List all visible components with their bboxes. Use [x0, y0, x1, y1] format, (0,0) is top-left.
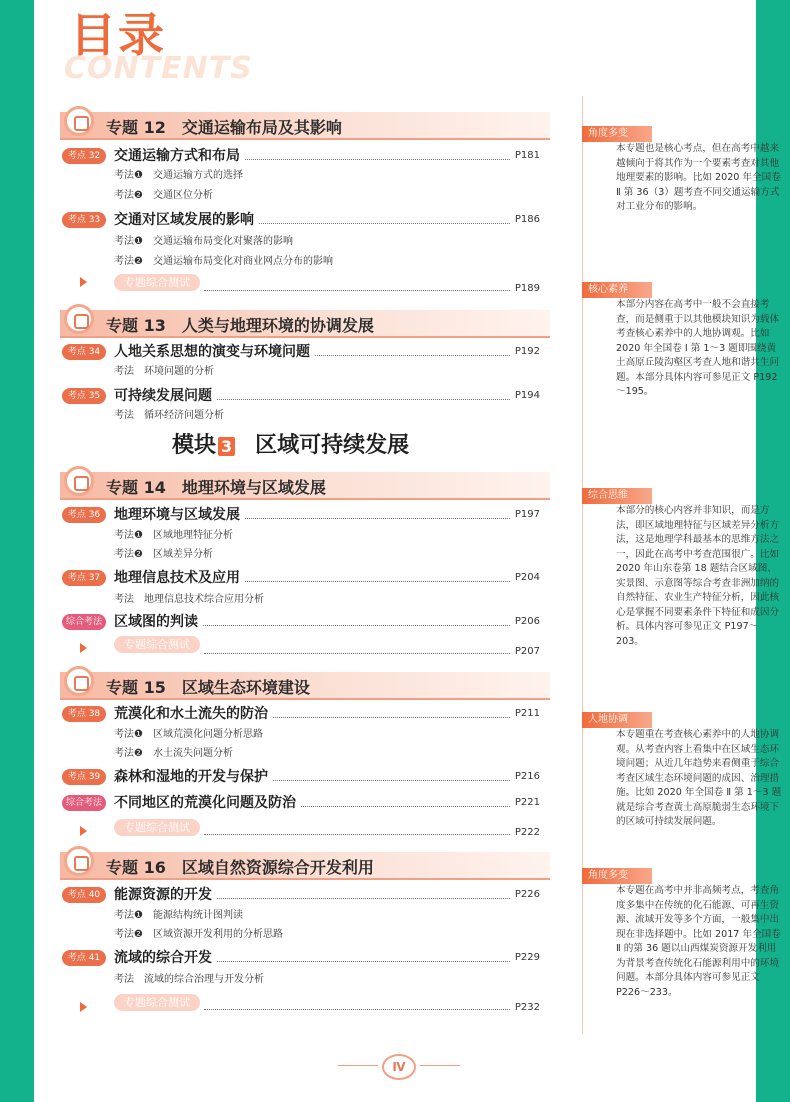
topic-title: 专题 16 区域自然资源综合开发利用 [106, 858, 374, 877]
entry-title: 流域的综合开发 [114, 948, 216, 968]
method-line [114, 188, 213, 204]
exam-point-tag: 考点 33 [62, 212, 106, 228]
entry-title: 交通对区域发展的影响 [114, 210, 258, 230]
entry-page: P181 [511, 148, 540, 164]
arrow-icon [80, 277, 87, 287]
topic-test-label[interactable]: 专题综合测试 [114, 636, 200, 653]
method-label: 考法 [114, 594, 134, 605]
footer-ornament [420, 1065, 460, 1066]
toc-entry[interactable] [114, 704, 540, 724]
method-line [114, 408, 224, 424]
entry-page: P226 [511, 887, 540, 903]
topic-icon [64, 304, 94, 334]
toc-entry[interactable] [114, 793, 540, 813]
entry-page: P192 [511, 344, 540, 360]
method-text: 流域的综合治理与开发分析 [144, 974, 264, 985]
topic-header [60, 310, 550, 336]
toc-entry[interactable] [114, 146, 540, 166]
method-text: 区域地理特征分析 [152, 530, 233, 541]
toc-entry[interactable] [114, 210, 540, 230]
toc-entry[interactable] [114, 386, 540, 406]
topic-icon [64, 466, 94, 496]
entry-title: 能源资源的开发 [114, 885, 216, 905]
topic-icon [64, 846, 94, 876]
toc-entry[interactable] [114, 505, 540, 525]
exam-point-tag: 考点 38 [62, 706, 106, 722]
page-title: 目录 [70, 8, 166, 62]
method-label: 考法❶ [114, 236, 143, 247]
arrow-icon [80, 643, 87, 653]
entry-page: P186 [511, 212, 540, 228]
method-label: 考法 [114, 410, 134, 421]
note-heading: 人地协调 [582, 712, 652, 728]
entry-title: 区域图的判读 [114, 612, 202, 632]
topic-test-label[interactable]: 专题综合测试 [114, 274, 200, 291]
entry-page: P194 [511, 388, 540, 404]
topic-underline [60, 698, 550, 700]
entry-title: 森林和湿地的开发与保护 [114, 767, 272, 787]
module-heading [172, 428, 409, 459]
test-entry [204, 645, 540, 659]
footer-ornament [338, 1065, 378, 1066]
entry-title: 地理环境与区域发展 [114, 505, 244, 525]
entry-page: P211 [511, 706, 540, 722]
method-line [114, 528, 233, 544]
method-label: 考法❶ [114, 910, 143, 921]
method-line [114, 254, 333, 270]
module-title: 区域可持续发展 [255, 433, 410, 458]
comprehensive-tag: 综合考法 [62, 614, 106, 630]
topic-icon [64, 666, 94, 696]
method-line [114, 592, 264, 608]
exam-point-tag: 考点 37 [62, 570, 106, 586]
exam-point-tag: 考点 41 [62, 950, 106, 966]
method-line [114, 908, 243, 924]
topic-title: 专题 13 人类与地理环境的协调发展 [106, 316, 374, 335]
entry-title: 交通运输方式和布局 [114, 146, 244, 166]
dot-leader [204, 834, 540, 835]
column-divider [582, 96, 583, 1034]
note-heading: 角度多变 [582, 126, 652, 142]
method-line [114, 547, 213, 563]
exam-point-tag: 考点 32 [62, 148, 106, 164]
entry-title: 地理信息技术及应用 [114, 568, 244, 588]
topic-underline [60, 878, 550, 880]
method-text: 循环经济问题分析 [144, 410, 224, 421]
entry-page: P197 [511, 507, 540, 523]
comprehensive-tag: 综合考法 [62, 795, 106, 811]
method-line [114, 364, 214, 380]
dot-leader [204, 653, 540, 654]
method-label: 考法 [114, 974, 134, 985]
entry-title: 不同地区的荒漠化问题及防治 [114, 793, 300, 813]
test-entry [204, 282, 540, 296]
entry-page: P206 [511, 614, 540, 630]
method-text: 交通运输布局变化对聚落的影响 [152, 236, 293, 247]
entry-page: P232 [511, 1000, 540, 1016]
method-line [114, 746, 233, 762]
topic-icon [64, 106, 94, 136]
method-label: 考法❶ [114, 170, 143, 181]
topic-header [60, 472, 550, 498]
method-label: 考法❷ [114, 190, 143, 201]
entry-page: P222 [511, 825, 540, 841]
method-text: 区域荒漠化问题分析思路 [152, 729, 263, 740]
topic-title: 专题 15 区域生态环境建设 [106, 678, 310, 697]
method-text: 交通区位分析 [152, 190, 213, 201]
method-line [114, 168, 243, 184]
topic-header [60, 852, 550, 878]
topic-header [60, 672, 550, 698]
exam-point-tag: 考点 34 [62, 344, 106, 360]
method-text: 区域资源开发利用的分析思路 [152, 929, 283, 940]
method-text: 交通运输布局变化对商业网点分布的影响 [152, 256, 333, 267]
page-subtitle: CONTENTS [64, 51, 253, 86]
exam-point-tag: 考点 36 [62, 507, 106, 523]
dot-leader [204, 290, 540, 291]
exam-point-tag: 考点 40 [62, 887, 106, 903]
method-label: 考法❷ [114, 748, 143, 759]
topic-title: 专题 12 交通运输布局及其影响 [106, 118, 342, 137]
method-line [114, 234, 293, 250]
toc-page [34, 0, 782, 1102]
topic-underline [60, 138, 550, 140]
method-text: 地理信息技术综合应用分析 [144, 594, 264, 605]
topic-title: 专题 14 地理环境与区域发展 [106, 478, 326, 497]
toc-entry[interactable] [114, 948, 540, 968]
exam-point-tag: 考点 39 [62, 769, 106, 785]
method-label: 考法❶ [114, 729, 143, 740]
method-label: 考法❷ [114, 549, 143, 560]
toc-entry[interactable] [114, 885, 540, 905]
entry-page: P216 [511, 769, 540, 785]
topic-underline [60, 336, 550, 338]
method-text: 交通运输方式的选择 [152, 170, 243, 181]
entry-title: 荒漠化和水土流失的防治 [114, 704, 272, 724]
method-line [114, 727, 263, 743]
method-label: 考法❷ [114, 929, 143, 940]
entry-title: 可持续发展问题 [114, 386, 216, 406]
note-heading: 角度多变 [582, 868, 652, 884]
exam-point-tag: 考点 35 [62, 388, 106, 404]
note-heading: 综合思维 [582, 488, 652, 504]
topic-test-label[interactable]: 专题综合测试 [114, 994, 200, 1011]
page-number: Ⅳ [382, 1054, 416, 1080]
note-text: 本专题在高考中并非高频考点，考查角度多集中在传统的化石能源、可再生资源、流域开发等多个方面，一般集中出现在非选择题中。比如 2017 年全国卷 Ⅱ 的第 36 题以山西煤炭资源开发利用为背景考查传统化石能源利用中的环境问题。本部分具体内容可参见正文 P226～233。 [616, 885, 781, 998]
toc-entry[interactable] [114, 767, 540, 787]
entry-page: P204 [511, 570, 540, 586]
toc-entry[interactable] [114, 342, 540, 362]
arrow-icon [80, 826, 87, 836]
toc-entry[interactable] [114, 568, 540, 588]
topic-underline [60, 498, 550, 500]
test-entry [204, 826, 540, 840]
entry-page: P229 [511, 950, 540, 966]
dot-leader [204, 1009, 540, 1010]
note-text: 本专题也是核心考点，但在高考中越来越倾向于将其作为一个要素考查对其他地理要素的影响。比如 2020 年全国卷 Ⅱ 第 36（3）题考查不同交通运输方式对工业分布的影响。 [616, 143, 781, 212]
method-text: 水土流失问题分析 [152, 748, 233, 759]
toc-entry[interactable] [114, 612, 540, 632]
entry-page: P189 [511, 281, 540, 297]
module-prefix: 模块 [172, 433, 217, 458]
note-text: 本部分内容在高考中一般不会直接考查，而是侧重于以其他模块知识为载体考查核心素养中的人地协调观。比如 2020 年全国卷 Ⅰ 第 1～3 题即围绕黄土高原丘陵沟壑区考查人地和谐共生问题。本部分具体内容可参见正文 P192～195。 [616, 299, 780, 397]
test-entry [204, 1001, 540, 1015]
entry-page: P221 [511, 795, 540, 811]
note-text: 本部分的核心内容并非知识，而是方法，即区域地理特征与区域差异分析方法，这是地理学科最基本的思维方法之一，因此在高考中考查范围很广。比如 2020 年山东卷第 18 题结合区域图、实景图、示意图等综合考查非洲加纳的自然特征、农业生产特征分析，因此核心是掌握不同要素条件下特征和成因分析。具体内容可参见正文 P197～203。 [616, 505, 780, 647]
arrow-icon [80, 1002, 87, 1012]
topic-test-label[interactable]: 专题综合测试 [114, 819, 200, 836]
entry-title: 人地关系思想的演变与环境问题 [114, 342, 314, 362]
note-heading: 核心素养 [582, 282, 652, 298]
module-number: 3 [218, 437, 235, 456]
method-line [114, 972, 264, 988]
method-label: 考法❷ [114, 256, 143, 267]
left-border [0, 0, 34, 1102]
method-label: 考法 [114, 366, 134, 377]
method-text: 环境问题的分析 [144, 366, 214, 377]
method-text: 能源结构统计图判读 [152, 910, 243, 921]
method-line [114, 927, 283, 943]
method-text: 区域差异分析 [152, 549, 213, 560]
method-label: 考法❶ [114, 530, 143, 541]
topic-header [60, 112, 550, 138]
note-text: 本专题重在考查核心素养中的人地协调观。从考查内容上看集中在区域生态环境问题；从近几年趋势来看侧重于综合考查区域生态环境问题的成因、治理措施。比如 2020 年全国卷 Ⅱ 第 1～3 题就是综合考查黄土高原脆弱生态环境下的区域可持续发展问题。 [616, 729, 782, 827]
entry-page: P207 [511, 644, 540, 660]
